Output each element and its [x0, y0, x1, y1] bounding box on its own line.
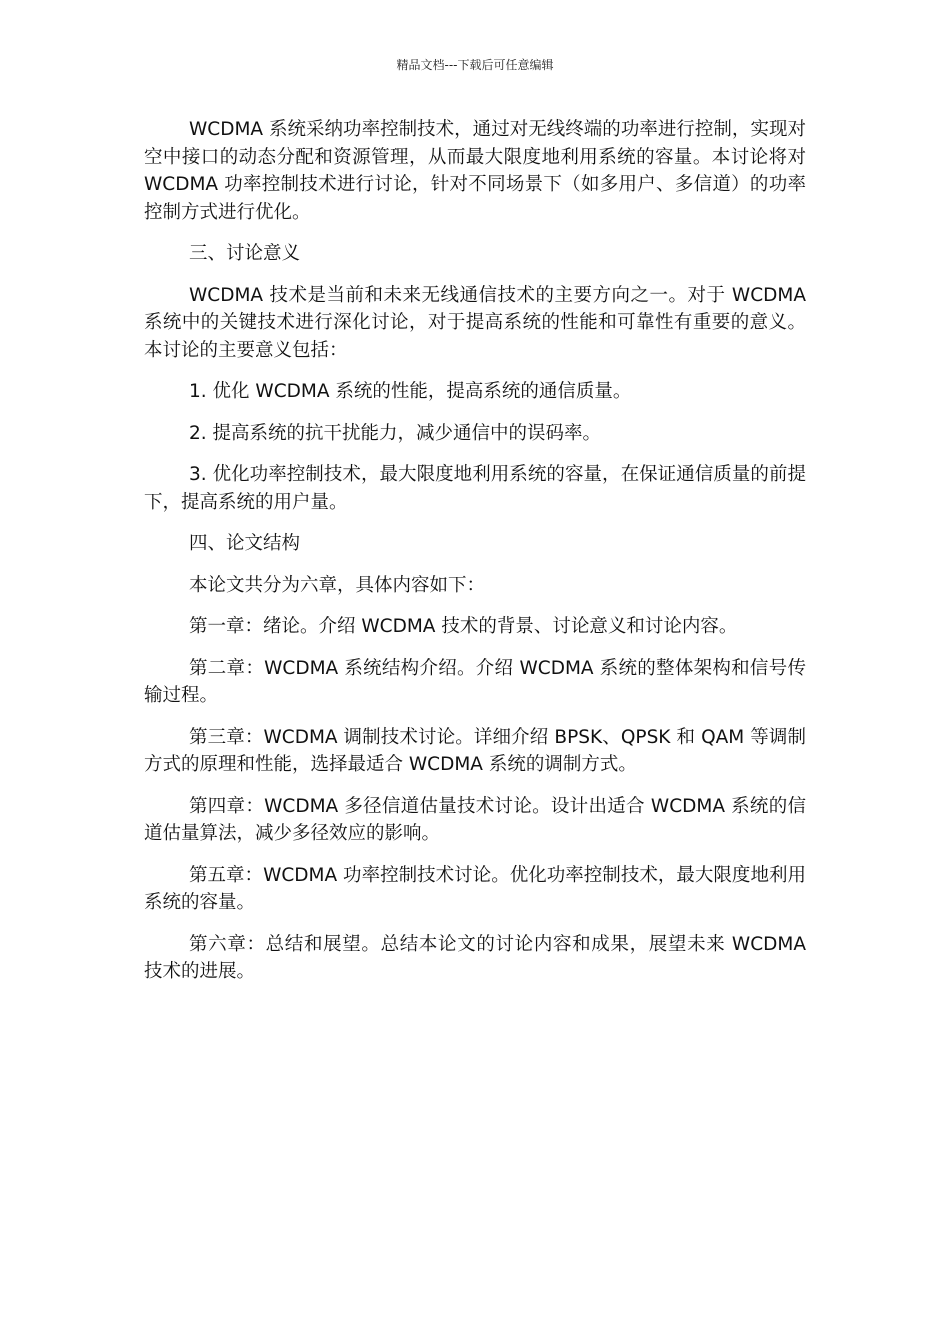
chapter-5-summary: 第五章：WCDMA 功率控制技术讨论。优化功率控制技术，最大限度地利用系统的容量。 [144, 864, 806, 913]
chapter-2-summary: 第二章：WCDMA 系统结构介绍。介绍 WCDMA 系统的整体架构和信号传输过程。 [144, 657, 806, 706]
section-heading-structure: 四、论文结构 [189, 533, 301, 554]
section-heading-significance: 三、讨论意义 [189, 243, 301, 264]
paragraph-power-control-intro: WCDMA 系统采纳功率控制技术，通过对无线终端的功率进行控制，实现对空中接口的动态分配和资源管理，从而最大限度地利用系统的容量。本讨论将对 WCDMA 功率控制技术进行讨论，针对不同场景下（如多用户、多信道）的功率控制方式进行优化。 [144, 119, 806, 223]
document-body [144, 116, 806, 1000]
list-item-significance-2: 2. 提高系统的抗干扰能力，减少通信中的误码率。 [189, 422, 602, 444]
chapter-1-summary: 第一章：绪论。介绍 WCDMA 技术的背景、讨论意义和讨论内容。 [189, 616, 738, 637]
chapter-6-summary: 第六章：总结和展望。总结本论文的讨论内容和成果，展望未来 WCDMA 技术的进展。 [144, 933, 806, 982]
page-header: 精品文档---下载后可任意编辑 [396, 58, 554, 72]
paragraph-structure-intro: 本论文共分为六章，具体内容如下： [189, 574, 486, 596]
chapter-3-summary: 第三章：WCDMA 调制技术讨论。详细介绍 BPSK、QPSK 和 QAM 等调制方式的原理和性能，选择最适合 WCDMA 系统的调制方式。 [144, 726, 806, 775]
paragraph-significance-intro: WCDMA 技术是当前和未来无线通信技术的主要方向之一。对于 WCDMA 系统中的关键技术进行深化讨论，对于提高系统的性能和可靠性有重要的意义。本讨论的主要意义包括： [144, 284, 806, 361]
list-item-significance-1: 1. 优化 WCDMA 系统的性能，提高系统的通信质量。 [189, 381, 632, 402]
list-item-significance-3: 3. 优化功率控制技术，最大限度地利用系统的容量，在保证通信质量的前提下，提高系统的用户量。 [144, 464, 806, 513]
chapter-4-summary: 第四章：WCDMA 多径信道估量技术讨论。设计出适合 WCDMA 系统的信道估量算法，减少多径效应的影响。 [144, 795, 806, 844]
